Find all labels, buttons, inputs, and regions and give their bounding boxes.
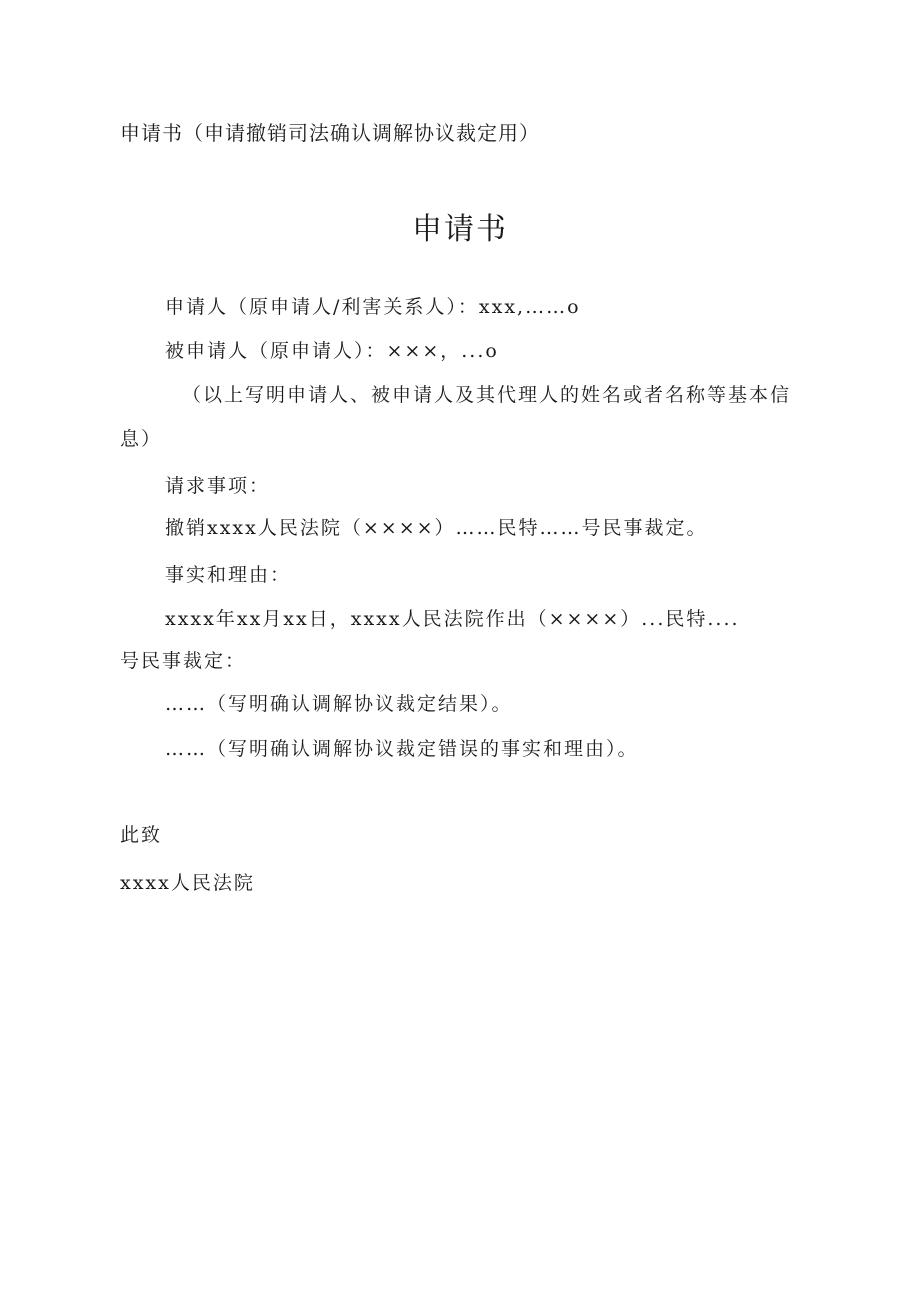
parties-note-line-1: （以上写明申请人、被申请人及其代理人的姓名或者名称等基本信 [182,384,792,406]
document-title: 申请书 [412,212,508,247]
ruling-error-line: ……（写明确认调解协议裁定错误的事实和理由）。 [165,738,639,760]
court-name: xxxx人民法院 [120,872,255,894]
document-heading: 申请书（申请撤销司法确认调解协议裁定用） [120,121,540,145]
ruling-result-line: ……（写明确认调解协议裁定结果）。 [165,693,513,715]
applicant-line: 申请人（原申请人/利害关系人）：xxx,……o [165,296,581,318]
respondent-line: 被申请人（原申请人）：×××，...o [165,340,499,362]
facts-line-1: xxxx年xx月xx日，xxxx人民法院作出（××××）...民特.... [165,608,740,630]
request-item: 撤销xxxx人民法院（××××）……民特……号民事裁定。 [165,517,708,539]
parties-note-line-2: 息） [120,428,163,450]
salutation: 此致 [120,824,163,846]
facts-line-2: 号民事裁定： [120,650,247,672]
facts-label: 事实和理由： [165,564,292,586]
requests-label: 请求事项： [165,475,271,497]
